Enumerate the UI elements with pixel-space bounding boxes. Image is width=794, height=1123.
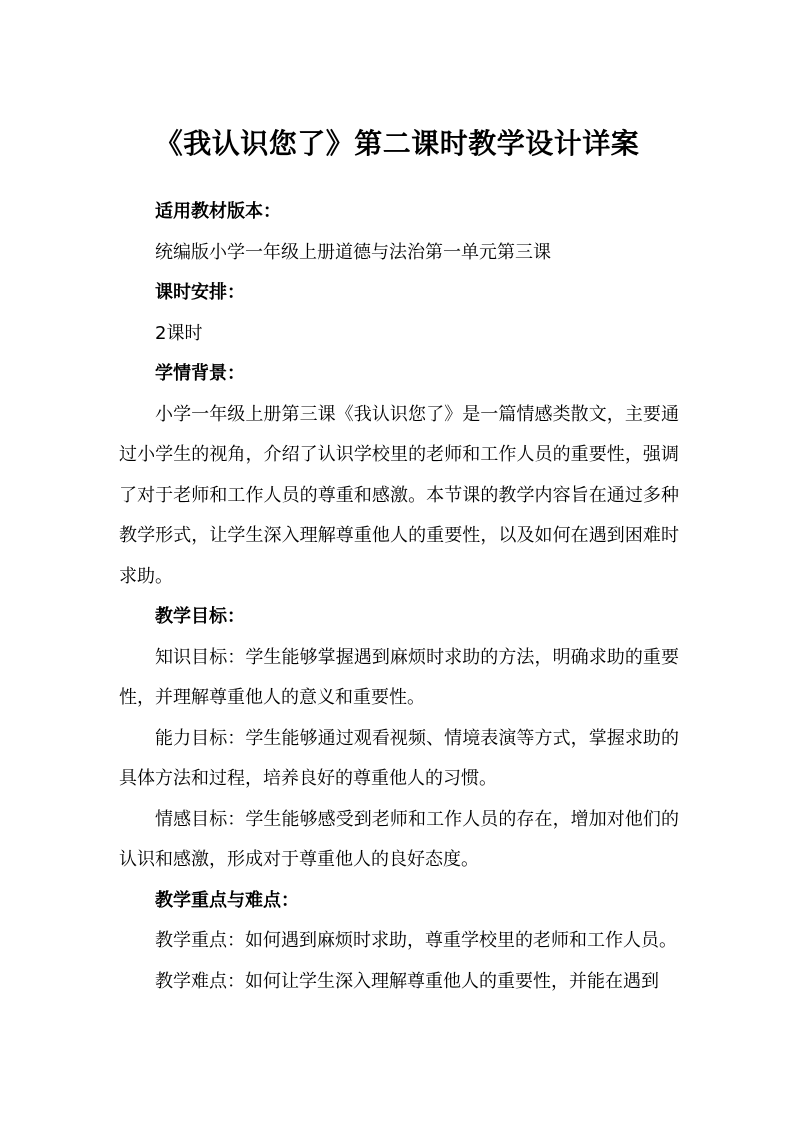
schedule-heading: 课时安排： <box>155 282 245 303</box>
background-paragraph: 小学一年级上册第三课《我认识您了》是一篇情感类散文，主要通过小学生的视角，介绍了认识学校里的老师和工作人员的重要性，强调了对于老师和工作人员的尊重和感激。本节课的教学内容旨在通过多种教学形式，让学生深入理解尊重他人的重要性，以及如何在遇到困难时求助。 <box>119 403 679 587</box>
objective-emotion: 情感目标：学生能够感受到老师和工作人员的存在，增加对他们的认识和感激，形成对于尊重他人的良好态度。 <box>119 808 679 870</box>
schedule-text: 2课时 <box>155 322 203 344</box>
key-points-heading: 教学重点与难点： <box>155 889 299 911</box>
textbook-text: 统编版小学一年级上册道德与法治第一单元第三课 <box>155 241 551 263</box>
background-heading: 学情背景： <box>155 363 245 384</box>
key-point: 教学重点：如何遇到麻烦时求助，尊重学校里的老师和工作人员。 <box>155 930 677 951</box>
objective-ability: 能力目标：学生能够通过观看视频、情境表演等方式，掌握求助的具体方法和过程，培养良好的尊重他人的习惯。 <box>119 727 679 789</box>
difficult-point: 教学难点：如何让学生深入理解尊重他人的重要性，并能在遇到 <box>155 970 659 992</box>
document-title: 《我认识您了》第二课时教学设计详案 <box>154 127 640 160</box>
objectives-heading: 教学目标： <box>155 606 245 627</box>
objective-knowledge: 知识目标：学生能够掌握遇到麻烦时求助的方法，明确求助的重要性，并理解尊重他人的意义和重要性。 <box>119 646 679 708</box>
document-body <box>119 192 679 1002</box>
textbook-heading: 适用教材版本： <box>155 201 281 222</box>
